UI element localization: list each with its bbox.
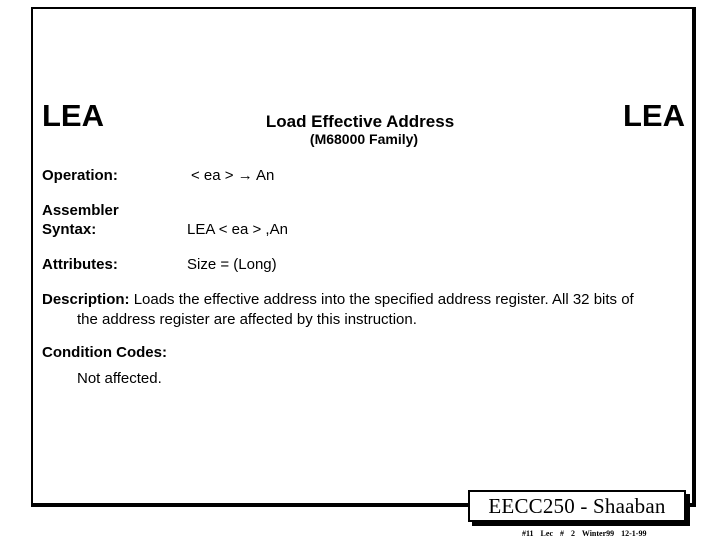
operation-value: < ea > → An: [191, 167, 275, 184]
condition-codes-value: Not affected.: [77, 370, 162, 387]
instruction-subtitle: (M68000 Family): [309, 131, 419, 147]
description-block: [42, 290, 692, 330]
description-line-1: [42, 290, 692, 310]
footer-meta: #11 Lec # 2 Winter99 12-1-99: [522, 529, 647, 538]
course-footer: [468, 490, 686, 522]
syntax-value: LEA < ea > ,An: [187, 221, 288, 238]
syntax-label: Syntax:: [42, 221, 97, 238]
attributes-value: Size = (Long): [187, 256, 277, 273]
mnemonic-left: LEA: [42, 98, 104, 133]
slide-frame: [31, 7, 696, 507]
mnemonic-right: LEA: [623, 98, 685, 133]
description-label: Description:: [42, 291, 130, 308]
description-text-1: Loads the effective address into the specified address register. All 32 bits of: [133, 291, 634, 308]
condition-codes-label: Condition Codes:: [42, 344, 167, 361]
description-text-2: the address register are affected by this instruction.: [77, 311, 417, 328]
course-label: EECC250 - Shaaban: [488, 493, 666, 518]
assembler-label: Assembler: [42, 202, 119, 219]
attributes-label: Attributes:: [42, 256, 118, 273]
instruction-title: Load Effective Address: [265, 112, 455, 131]
operation-label: Operation:: [42, 167, 118, 184]
